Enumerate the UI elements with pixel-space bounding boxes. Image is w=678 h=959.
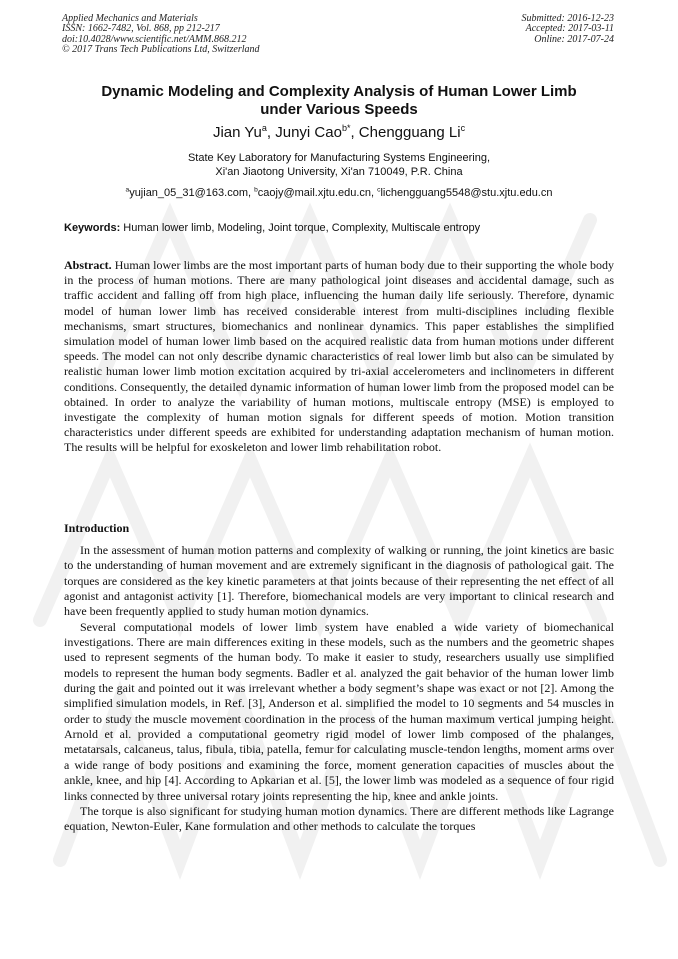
keywords-text: Human lower limb, Modeling, Joint torque, Complexity, Multiscale entropy	[120, 222, 481, 234]
journal-copyright: © 2017 Trans Tech Publications Ltd, Switzerland	[62, 44, 260, 56]
journal-doi: doi:10.4028/www.scientific.net/AMM.868.212	[62, 33, 247, 45]
online-date: Online: 2017-07-24	[534, 33, 614, 45]
email-sup: b	[254, 186, 258, 194]
author-name: Junyi Cao	[275, 124, 342, 141]
abstract-label: Abstract.	[64, 258, 112, 272]
title-line-2: under Various Speeds	[260, 101, 418, 118]
affiliation-line-2: Xi'an Jiaotong University, Xi'an 710049, P.R. China	[215, 166, 463, 178]
email-link[interactable]: lichengguang5548@stu.xjtu.edu.cn	[380, 187, 553, 199]
paper-title	[80, 83, 598, 119]
paragraph: Several computational models of lower limb system have enabled a wide variety of biomechanical investigations. There are main differences exiting in these models, such as the numbers and the geometric shapes used to represent segments of the human body. To make it easier to study, researchers usually use simplified models to represent the human body segments. Badler et al. analyzed the gait behavior of the human lower limb during the gait and pointed out it was irrelevant whether a body segment’s shape was exact or not [2]. Among the simplified simulation models, in Ref. [3], Anderson et al. simplified the model to 10 segments and 54 muscles in order to study the muscle movement coordination in the process of the human maximum vertical jumping height. Arnold et al. provided a computational geometry rigid model of lower limb composed of the phalanges, metatarsals, calcaneus, talus, fibula, tibia, patella, femur for calculating muscle-tendon lengths, moment arms over a wide range of body positions and examining the force, moment generation capacities of muscles about the ankle, knee, and hip [4]. According to Apkarian et al. [5], the lower limb was modeled as a sequence of four rigid links connected by three universal rotary joints representing the hip, knee and ankle joints.	[64, 619, 614, 803]
keywords	[64, 221, 616, 235]
email-sup: c	[377, 186, 381, 194]
title-line-1: Dynamic Modeling and Complexity Analysis of Human Lower Limb	[101, 83, 577, 100]
abstract-text: Human lower limbs are the most important parts of human body due to their supporting the whole body in the process of human motions. There are many pathological joint diseases and accidental damage, such as traffic accident and falling off from high place, influencing the human daily life seriously. Therefore, dynamic model of human lower limb has received considerable interest from multi-disciplines including flexible mechanisms, smart structures, biomechanics and nonlinear dynamics. This paper establishes the simplified simulation model of human lower limb based on the acquired realistic data from human motions under different speeds. The model can not only describe dynamic characteristics of real lower limb but also can be simulated by realistic human lower limb motion excitation acquired by tri-axial accelerometers and inclinometers in different conditions. Consequently, the detailed dynamic information of human lower limb from the proposed model can be obtained. In order to analyze the variability of human motions, multiscale entropy (MSE) is employed to investigate the complexity of human motion signals for different speeds of motion. Motion transition characteristics under different speeds are exhibited for understanding adaptation mechanism of human motion. The results will be helpful for exoskeleton and lower limb rehabilitation robot.	[64, 258, 614, 455]
email-link[interactable]: caojy@mail.xjtu.edu.cn,	[257, 187, 378, 199]
email-link[interactable]: yujian_05_31@163.com,	[129, 187, 255, 199]
introduction-body	[64, 543, 614, 835]
author-sep: ,	[350, 124, 359, 141]
journal-issn: ISSN: 1662-7482, Vol. 868, pp 212-217	[62, 23, 220, 35]
journal-name: Applied Mechanics and Materials	[62, 13, 198, 24]
journal-info	[62, 14, 260, 56]
author-list	[0, 124, 678, 142]
email-list	[0, 186, 678, 200]
accepted-date: Accepted: 2017-03-11	[525, 23, 614, 35]
affiliation	[0, 151, 678, 179]
keywords-label: Keywords:	[64, 222, 121, 234]
author-sup: b*	[341, 123, 351, 133]
author-name: Jian Yu	[212, 124, 262, 141]
affiliation-line-1: State Key Laboratory for Manufacturing Systems Engineering,	[187, 152, 491, 164]
author-sup: a	[261, 123, 267, 133]
submission-dates	[522, 14, 615, 45]
submitted-date: Submitted: 2016-12-23	[521, 13, 614, 24]
author-name: Chengguang Li	[358, 124, 461, 141]
author-sup: c	[460, 123, 466, 133]
abstract	[64, 258, 614, 456]
paragraph: In the assessment of human motion patterns and complexity of walking or running, the joint kinetics are basic to the understanding of human movement and are extremely significant in the diagnosis of pathological gait. The torques are considered as the key kinetic parameters at that joints because of their representing the net effect of all agonist and antagonist activity [1]. Therefore, biomechanical models are very important to clinical research and have been frequently applied to study human motion dynamics.	[64, 543, 614, 619]
email-sup: a	[125, 186, 130, 194]
paragraph: The torque is also significant for studying human motion dynamics. There are different methods like Lagrange equation, Newton-Euler, Kane formulation and other methods to calculate the torques	[64, 803, 614, 834]
section-heading-introduction: Introduction	[64, 521, 130, 535]
author-sep: ,	[266, 124, 276, 141]
